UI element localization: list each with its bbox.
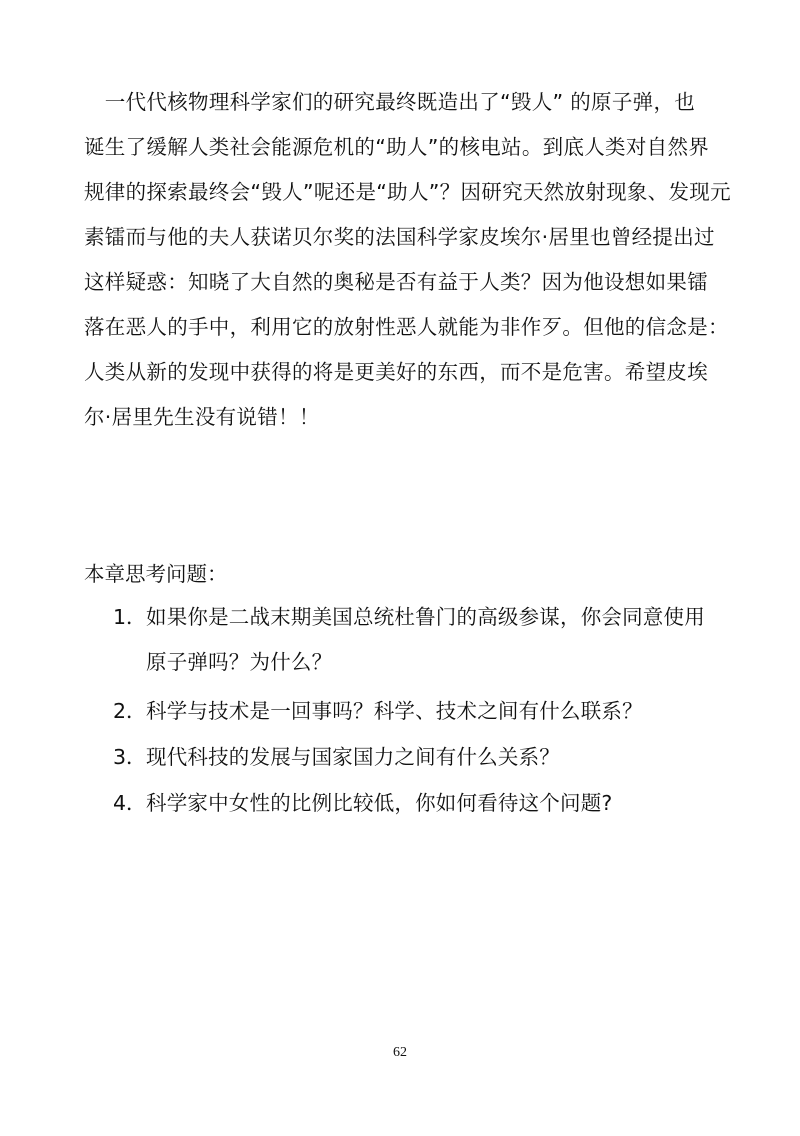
paragraph-line: 落在恶人的手中，利用它的放射性恶人就能为非作歹。但他的信念是： — [84, 315, 729, 339]
question-text: 科学家中女性的比例比较低，你如何看待这个问题? — [146, 791, 613, 815]
paragraph-line: 尔·居里先生没有说错！！ — [84, 405, 320, 429]
section-heading: 本章思考问题： — [84, 562, 228, 586]
paragraph-line: 素镭而与他的夫人获诺贝尔奖的法国科学家皮埃尔·居里也曾经提出过 — [84, 225, 715, 249]
question-number: 3． — [113, 745, 147, 769]
paragraph-line: 规律的探索最终会“毁人”呢还是“助人”？因研究天然放射现象、发现元 — [84, 180, 731, 204]
question-text: 原子弹吗？为什么？ — [146, 650, 333, 674]
question-number: 2． — [113, 699, 147, 723]
page-number: 62 — [393, 1045, 407, 1060]
paragraph-line: 人类从新的发现中获得的将是更美好的东西，而不是危害。希望皮埃 — [84, 360, 708, 384]
paragraph-line: 诞生了缓解人类社会能源危机的“助人”的核电站。到底人类对自然界 — [84, 135, 710, 159]
paragraph-line: 一代代核物理科学家们的研究最终既造出了“毁人” 的原子弹，也 — [84, 90, 696, 114]
question-text: 如果你是二战末期美国总统杜鲁门的高级参谋，你会同意使用 — [146, 605, 705, 629]
question-text: 科学与技术是一回事吗？科学、技术之间有什么联系？ — [146, 699, 643, 723]
question-number: 4． — [113, 791, 147, 815]
paragraph-line: 这样疑惑：知晓了大自然的奥秘是否有益于人类？因为他设想如果镭 — [84, 270, 708, 294]
question-number: 1． — [113, 605, 147, 629]
question-text: 现代科技的发展与国家国力之间有什么关系？ — [146, 745, 560, 769]
